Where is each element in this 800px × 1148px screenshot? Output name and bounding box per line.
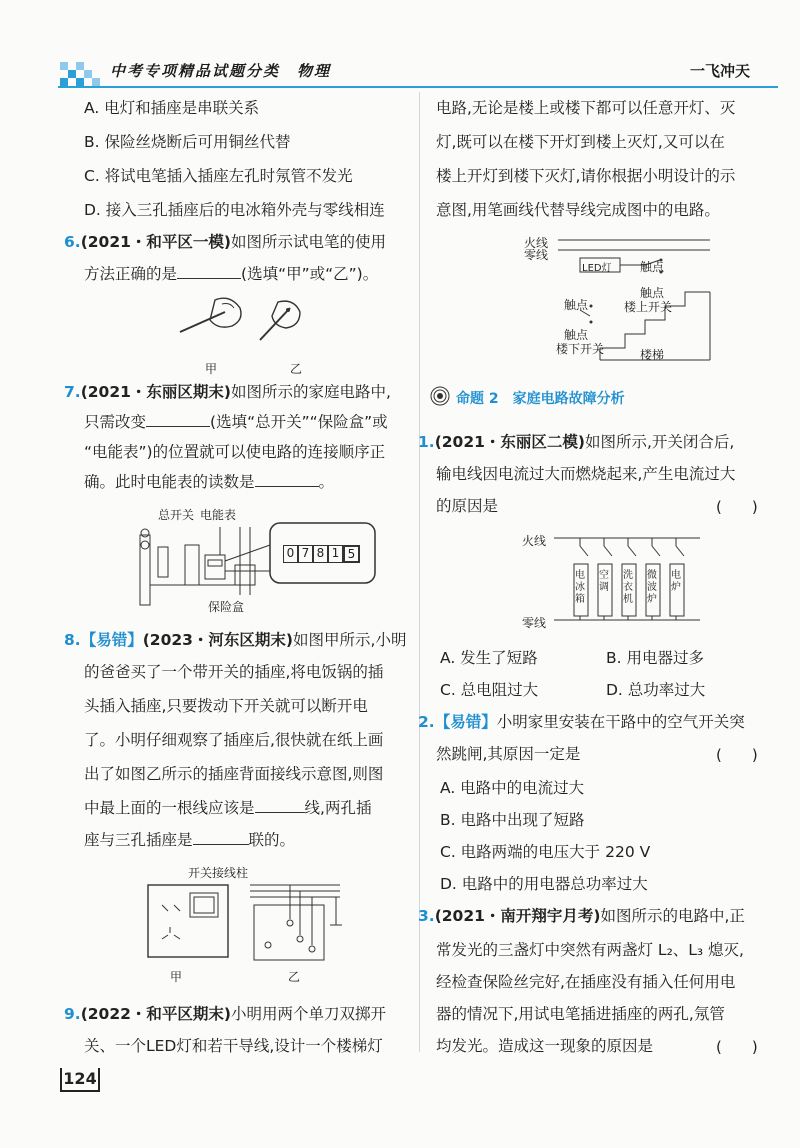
page-number: 124	[60, 1068, 100, 1092]
q8-label-b: 乙	[288, 970, 301, 984]
q7-blank1[interactable]	[146, 412, 210, 427]
q8-text6: 中最上面的一根线应该是	[84, 799, 255, 817]
q8-text9: 联的。	[248, 831, 296, 849]
q7-number: 7.	[64, 383, 81, 401]
stair-label-fire: 火线	[524, 236, 549, 250]
q5-option-d: D. 接入三孔插座后的电冰箱外壳与零线相连	[84, 201, 385, 219]
q6-line1	[64, 232, 386, 252]
q7-line2	[84, 412, 388, 432]
meter-reading	[283, 545, 360, 563]
stair-label-zero: 零线	[524, 248, 549, 262]
r-q2-line2: 然跳闸,其原因一定是	[436, 745, 581, 763]
stair-label-contact-up1: 触点	[640, 260, 665, 274]
q7-blank2[interactable]	[255, 472, 319, 487]
q7-line4	[84, 472, 334, 492]
q8-line6	[84, 798, 371, 818]
r-q1-figure	[530, 528, 710, 628]
q7-text3: (选填“总开关”“保险盒”或	[210, 413, 388, 431]
q8-text7: 线,两孔插	[304, 799, 372, 817]
q5-option-b: B. 保险丝烧断后可用铜丝代替	[84, 133, 291, 151]
header-brand: 一飞冲天	[690, 62, 751, 80]
q7-text5: 。	[318, 473, 335, 491]
q9-text: 小明用两个单刀双掷开	[231, 1005, 387, 1023]
stair-label-down-switch: 楼下开关	[556, 342, 605, 356]
r-q3-line1	[418, 906, 745, 926]
r-q2-line1	[418, 712, 745, 732]
appliance-stove: 电炉	[671, 570, 681, 593]
r-q3-line5: 均发光。造成这一现象的原因是	[436, 1037, 654, 1055]
r-q2-option-b: B. 电路中出现了短路	[440, 811, 585, 829]
r-q1-label-fire: 火线	[522, 534, 547, 548]
q7-text4: 确。此时电能表的读数是	[84, 473, 255, 491]
q6-text: 如图所示试电笔的使用	[231, 233, 387, 251]
q6-text3: (选填“甲”或“乙”)。	[241, 265, 379, 283]
r-q1-line3: 的原因是	[436, 497, 499, 515]
topic-title: 命题 2 家庭电路故障分析	[456, 391, 625, 407]
r-q1-number: 1.	[418, 433, 435, 451]
q7-label-meter: 电能表	[200, 508, 237, 522]
q6-figure	[160, 290, 330, 360]
q8-line2: 的爸爸买了一个带开关的插座,将电饭锅的插	[84, 663, 384, 681]
appliance-ac: 空调	[599, 570, 609, 593]
q8-label-post: 开关接线柱	[188, 866, 249, 880]
q9-line2: 关、一个LED灯和若干导线,设计一个楼梯灯	[84, 1037, 383, 1055]
q6-source: (2021・和平区一模)	[80, 233, 231, 251]
q8-line5: 出了如图乙所示的插座背面接线示意图,则图	[84, 765, 384, 783]
q6-blank[interactable]	[177, 264, 241, 279]
r-q3-source: (2021・南开翔宇月考)	[434, 907, 601, 925]
q5-option-a: A. 电灯和插座是串联关系	[84, 99, 260, 117]
r-q1-answer-paren[interactable]: ( )	[716, 498, 758, 516]
q7-label-fuse: 保险盒	[208, 600, 245, 614]
meter-digit: 0	[283, 545, 298, 563]
stair-label-up-switch: 楼上开关	[624, 300, 673, 314]
q6-number: 6.	[64, 233, 81, 251]
appliance-microwave: 微波炉	[647, 570, 657, 605]
r-q2-option-c: C. 电路两端的电压大于 220 V	[440, 843, 651, 861]
q8-line1	[64, 630, 406, 650]
q8-figure	[140, 875, 360, 970]
r-q1-label-zero: 零线	[522, 616, 547, 630]
q6-label-b: 乙	[290, 362, 303, 376]
r-q3-line2: 常发光的三盏灯中突然有两盏灯 L₂、L₃ 熄灭,	[436, 941, 744, 959]
q5-option-c: C. 将试电笔插入插座左孔时氖管不发光	[84, 167, 353, 185]
q6-text2: 方法正确的是	[84, 265, 178, 283]
meter-digit: 5	[343, 545, 360, 563]
r-q1-option-a: A. 发生了短路	[440, 649, 538, 667]
stair-label-contact-up2: 触点	[640, 286, 665, 300]
q8-tag: 【易错】	[80, 631, 143, 649]
r-q2-option-a: A. 电路中的电流过大	[440, 779, 585, 797]
r-q1-option-d: D. 总功率过大	[606, 681, 706, 699]
r-q2-number: 2.	[418, 713, 435, 731]
r-q3-answer-paren[interactable]: ( )	[716, 1038, 758, 1056]
meter-digit: 8	[313, 545, 328, 563]
q8-text8: 座与三孔插座是	[84, 831, 193, 849]
q9-source: (2022・和平区期末)	[80, 1005, 231, 1023]
q6-label-a: 甲	[205, 362, 218, 376]
r-q1-text: 如图所示,开关闭合后,	[585, 433, 735, 451]
r-q1-option-b: B. 用电器过多	[606, 649, 704, 667]
q8-text: 如图甲所示,小明	[293, 631, 407, 649]
appliance-fridge: 电冰箱	[575, 570, 585, 605]
q9-number: 9.	[64, 1005, 81, 1023]
r-q2-answer-paren[interactable]: ( )	[716, 746, 758, 764]
stair-label-contact-down1: 触点	[564, 298, 589, 312]
q8-label-a: 甲	[170, 970, 183, 984]
q8-number: 8.	[64, 631, 81, 649]
meter-digit: 1	[328, 545, 343, 563]
q8-blank1[interactable]	[255, 798, 305, 813]
q9-cont-line4: 意图,用笔画线代替导线完成图中的电路。	[436, 201, 720, 219]
r-q1-line2: 输电线因电流过大而燃烧起来,产生电流过大	[436, 465, 736, 483]
q9-cont-line1: 电路,无论是楼上或楼下都可以任意开灯、灭	[436, 99, 736, 117]
target-icon	[430, 386, 450, 406]
q7-source: (2021・东丽区期末)	[80, 383, 231, 401]
appliance-washer: 洗衣机	[623, 570, 633, 605]
q7-line3: “电能表”)的位置就可以使电路的连接顺序正	[84, 443, 386, 461]
q9-cont-line2: 灯,既可以在楼下开灯到楼上灭灯,又可以在	[436, 133, 725, 151]
r-q1-option-c: C. 总电阻过大	[440, 681, 539, 699]
q7-text: 如图所示的家庭电路中,	[231, 383, 391, 401]
q9-line1	[64, 1004, 386, 1024]
stair-label-stairs: 楼梯	[640, 348, 665, 362]
r-q3-line4: 器的情况下,用试电笔插进插座的两孔,氖管	[436, 1005, 725, 1023]
q7-line1	[64, 382, 391, 402]
q6-line2	[84, 264, 378, 284]
r-q1-source: (2021・东丽区二模)	[434, 433, 585, 451]
q8-line4: 了。小明仔细观察了插座后,很快就在纸上画	[84, 731, 384, 749]
r-q2-option-d: D. 电路中的用电器总功率过大	[440, 875, 648, 893]
r-q1-line1	[418, 432, 734, 452]
q8-line7	[84, 830, 295, 850]
header-title: 中考专项精品试题分类 物理	[110, 62, 332, 80]
stair-label-contact-down2: 触点	[564, 328, 589, 342]
stair-circuit-figure	[520, 230, 720, 370]
r-q3-number: 3.	[418, 907, 435, 925]
q7-text2: 只需改变	[84, 413, 147, 431]
q7-label-switch: 总开关	[158, 508, 195, 522]
q8-source: (2023・河东区期末)	[142, 631, 294, 649]
r-q3-text: 如图所示的电路中,正	[600, 907, 745, 925]
r-q2-tag: 【易错】	[434, 713, 497, 731]
q8-blank2[interactable]	[193, 830, 249, 845]
stair-label-led: LED灯	[582, 263, 612, 274]
r-q2-text: 小明家里安装在干路中的空气开关突	[496, 713, 745, 731]
r-q3-line3: 经检查保险丝完好,在插座没有插入任何用电	[436, 973, 736, 991]
q9-cont-line3: 楼上开灯到楼下灭灯,请你根据小明设计的示	[436, 167, 736, 185]
meter-digit: 7	[298, 545, 313, 563]
q8-line3: 头插入插座,只要拨动下开关就可以断开电	[84, 697, 368, 715]
